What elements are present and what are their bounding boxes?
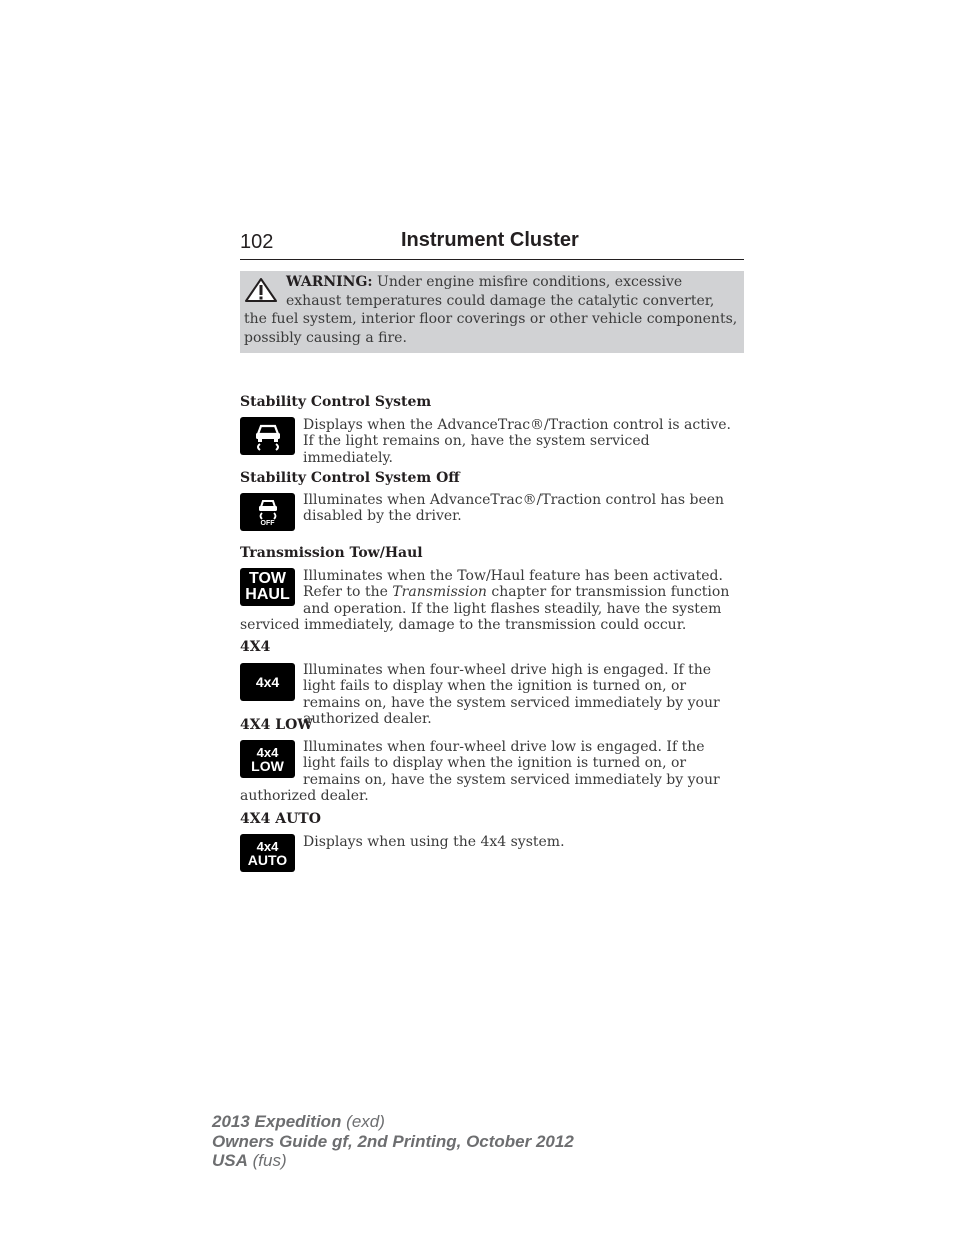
section-title-stability-control: Stability Control System <box>240 394 432 410</box>
4x4-low-description: Illuminates when four-wheel drive low is engaged. If the light fails to display when the ignition is turned on, or remains on, have the system serviced immediately by your authorized dealer. <box>240 739 720 804</box>
warning-box <box>240 271 744 353</box>
stability-control-description: Displays when the AdvanceTrac®/Traction control is active. If the light remains on, have the system serviced immediately. <box>303 417 731 466</box>
footer-model: 2013 Expedition <box>212 1112 342 1131</box>
footer-line-1 <box>212 1112 574 1132</box>
section-text-4x4-auto <box>240 834 740 850</box>
stability-control-off-description: Illuminates when AdvanceTrac®/Traction control has been disabled by the driver. <box>303 492 725 525</box>
page-header <box>240 228 744 260</box>
tow-haul-icon-line2: HAUL <box>245 586 290 603</box>
page-title: Instrument Cluster <box>401 229 579 251</box>
footer-printing: Owners Guide gf, 2nd Printing, October 2012 <box>212 1131 574 1151</box>
section-text-4x4-low <box>240 739 740 804</box>
warning-text: Under engine misfire conditions, excessive exhaust temperatures could damage the catalytic converter, the fuel system, interior floor coverings or other vehicle components, possibly causing a fire. <box>244 274 738 346</box>
off-icon-label: OFF <box>260 520 275 527</box>
footer-market: USA <box>212 1151 248 1170</box>
section-title-tow-haul: Transmission Tow/Haul <box>240 545 423 561</box>
section-title-4x4: 4X4 <box>240 639 271 655</box>
4x4-auto-icon-line2: AUTO <box>247 851 288 868</box>
tow-haul-icon-line1: TOW <box>248 570 287 587</box>
tow-haul-text-1: Illuminates when the Tow/Haul feature has been activated. Refer to the <box>303 568 723 601</box>
4x4-description: Illuminates when four-wheel drive high is engaged. If the light fails to display when the ignition is turned on, or remains on, have the system serviced immediately by your authorized dealer. <box>303 662 720 727</box>
section-text-tow-haul <box>240 568 740 633</box>
tow-haul-text-2: chapter for transmission function and operation. If the light flashes steadily, have the system serviced immediately, damage to the transmission could occur. <box>240 584 730 633</box>
footer-line-2 <box>212 1132 574 1152</box>
section-title-4x4-auto: 4X4 AUTO <box>240 811 321 827</box>
section-text-stability-control <box>240 417 740 466</box>
section-title-4x4-low: 4X4 LOW <box>240 717 313 733</box>
section-text-4x4 <box>240 662 740 727</box>
tow-haul-text-italic: Transmission <box>392 584 487 601</box>
4x4-auto-description: Displays when using the 4x4 system. <box>303 834 565 850</box>
footer-line-3 <box>212 1151 574 1171</box>
page-footer <box>212 1112 574 1171</box>
4x4-low-icon-line1: 4x4 <box>256 744 279 760</box>
footer-model-code: (exd) <box>341 1112 385 1131</box>
footer-market-code: (fus) <box>247 1151 287 1170</box>
4x4-auto-icon-line1: 4x4 <box>256 838 279 854</box>
4x4-icon-label: 4x4 <box>255 674 280 690</box>
section-title-stability-control-off: Stability Control System Off <box>240 470 460 486</box>
warning-label: WARNING: <box>286 274 373 290</box>
page-number: 102 <box>240 231 274 253</box>
4x4-low-icon-line2: LOW <box>251 757 284 774</box>
warning-triangle-icon <box>244 277 278 303</box>
section-text-stability-control-off <box>240 492 740 525</box>
